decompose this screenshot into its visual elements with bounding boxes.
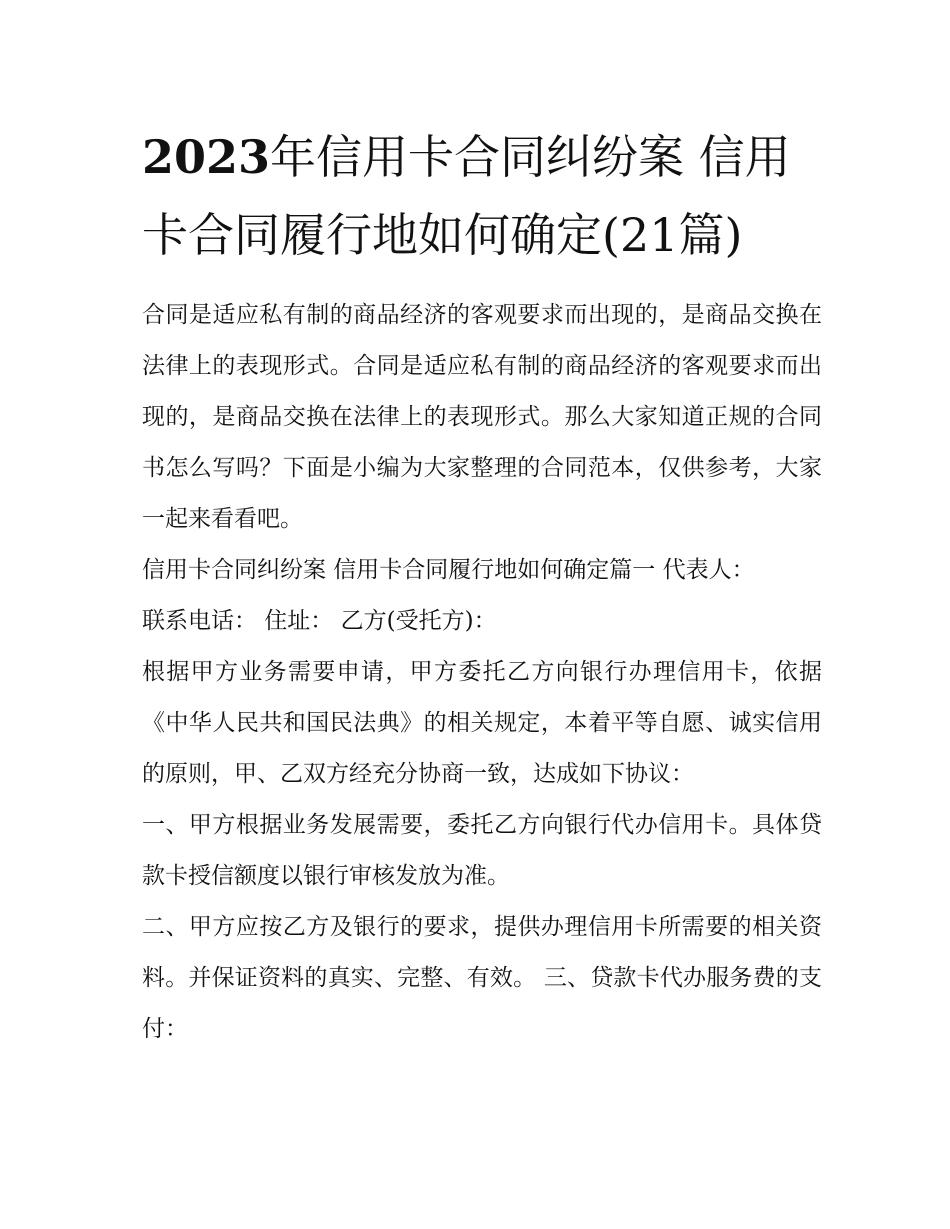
title-text: 年信用卡合同纠纷案 信用卡合同履行地如何确定(21篇) bbox=[142, 130, 791, 262]
contact-paragraph: 联系电话： 住址： 乙方(受托方)： bbox=[142, 608, 497, 634]
clause-one-paragraph: 一、甲方根据业务发展需要，委托乙方向银行代办信用卡。具体贷款卡授信额度以银行审核发放为准。 bbox=[142, 812, 822, 889]
section-heading-paragraph: 信用卡合同纠纷案 信用卡合同履行地如何确定篇一 代表人： bbox=[142, 557, 755, 583]
title-year: 2023 bbox=[142, 130, 271, 184]
document-title bbox=[142, 118, 822, 274]
intro-paragraph: 合同是适应私有制的商品经济的客观要求而出现的，是商品交换在法律上的表现形式。合同是适应私有制的商品经济的客观要求而出现的，是商品交换在法律上的表现形式。那么大家知道正规的合同书怎么写吗？下面是小编为大家整理的合同范本，仅供参考，大家一起来看看吧。 bbox=[142, 302, 822, 532]
document-page bbox=[142, 118, 822, 1055]
clause-two-paragraph: 二、甲方应按乙方及银行的要求，提供办理信用卡所需要的相关资料。并保证资料的真实、完整、有效。 三、贷款卡代办服务费的支付： bbox=[142, 914, 822, 1042]
agreement-basis-paragraph: 根据甲方业务需要申请，甲方委托乙方向银行办理信用卡，依据《中华人民共和国民法典》的相关规定，本着平等自愿、诚实信用的原则，甲、乙双方经充分协商一致，达成如下协议： bbox=[142, 659, 822, 787]
